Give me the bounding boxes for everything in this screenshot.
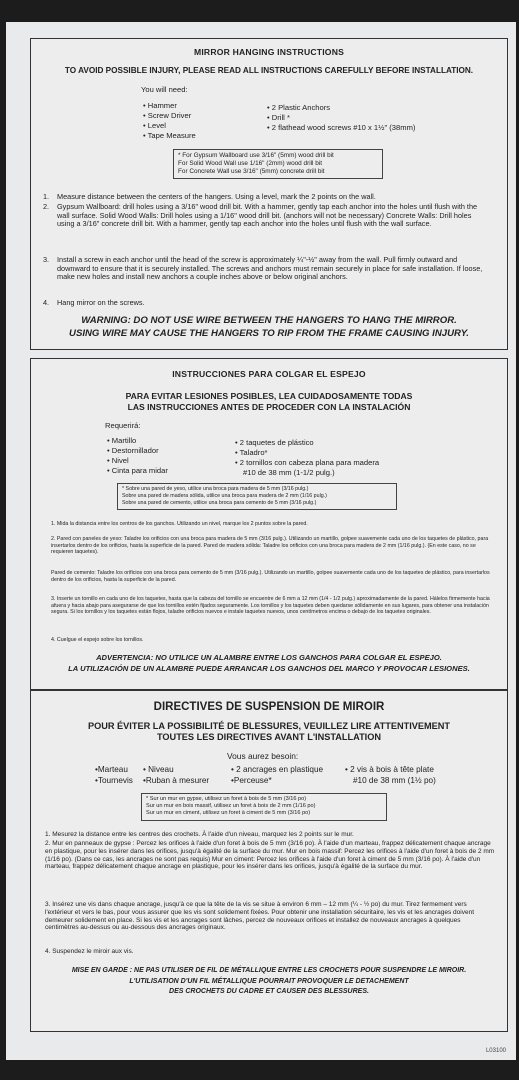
product-code: L03100 (485, 1048, 506, 1054)
instruction-sheet (6, 22, 516, 1060)
english-title: MIRROR HANGING INSTRUCTIONS (193, 47, 345, 57)
step-text: Install a screw in each anchor until the head of the screw is approximately ¼"-½" away from the wall. Pull firmly outward and downward to ensure that it is securely installed. The screws and anchors must remain securely in place for safe installation. If loose, make new holes and install new anchors a couple inches above or below original anchors. (57, 255, 483, 281)
note-line: * For Gypsum Wallboard use 3/16" (5mm) wood drill bit (178, 152, 334, 159)
drill-bit-note (117, 483, 397, 510)
note-line: For Concrete Wall use 3/16" (5mm) concrete drill bit (178, 168, 325, 175)
step-text: Gypsum Wallboard: drill holes using a 3/16" wood drill bit. With a hammer, gently tap each anchor into the holes until flush with the wall surface. Solid Wood Walls: Drill holes using a 1/16" wood drill bit. (anchors will not be necessary) Concrete Walls: Drill holes using a 3/16" concrete drill bit. With a hammer, gently tap each anchor into the holes until flush with the wall surface. (57, 202, 478, 228)
note-line: Sobre una pared de cemento, utilice una broca para cemento de 5 mm (3/16 pulg.) (122, 500, 317, 506)
step-2: 2. Mur en panneaux de gypse : Percez les orifices à l'aide d'un foret à bois de 5 mm (3/16 po). À l'aide d'un marteau, frappez délicatement chaque ancrage en plastique, pour les insérer dans les orifices, jusqu'à égalité de la surface du mur. Mur en bois massif: Percez les orifices à l'aide d'un foret à bois de 2 mm (1/16 po). (Dans ce cas, les ancrages ne sont pas requis) Mur en ciment: Percez les orifices à l'aide d'un foret à ciment de 5 mm (3/16 po). À l'aide d'un marteau, frappez délicatement chaque ancrage en plastique, pour les insérer dans les orifices, jusqu'à égalité de la surface du mur. (45, 840, 495, 871)
step-number: 2. (43, 202, 50, 211)
spanish-subtitle: PARA EVITAR LESIONES POSIBLES, LEA CUIDADOSAMENTE TODAS (125, 391, 413, 401)
note-line: Sur un mur en bois massif, utilisez un foret à bois de 2 mm (1/16 po) (146, 803, 316, 810)
drill-bit-note (141, 793, 387, 821)
step-number: 3. (43, 255, 50, 264)
english-panel (30, 38, 508, 350)
step-1 (43, 192, 487, 202)
tool-item: • 2 Plastic Anchors (267, 103, 331, 112)
step-number: 1. (43, 192, 50, 201)
tool-item: #10 de 38 mm (1½ po) (353, 776, 436, 785)
english-need-label: You will need: (141, 85, 188, 94)
english-warning: USING WIRE MAY CAUSE THE HANGERS TO RIP FROM THE FRAME CAUSING INJURY. (69, 328, 469, 339)
spanish-panel (30, 358, 508, 690)
french-subtitle: TOUTES LES DIRECTIVES AVANT L'INSTALLATION (156, 732, 382, 742)
tool-item: • Destornillador (107, 446, 159, 455)
french-warning: L'UTILISATION D'UN FIL MÉTALLIQUE POURRAIT PROVOQUER LE DETACHEMENT (129, 978, 409, 985)
step-3: 3. Inserte un tornillo en cada uno de los taquetes, hasta que la cabeza del tornillo se encuentre de 6 mm a 12 mm (1/4 - 1/2 pulg.) aproximadamente de la pared. Hálelos firmemente hacia afuera y hacia abajo para asegurarse de que los tornillos estén fijados seguramente. Los tornillos y los taquetes deben quedarse sólidamente en sus lugares, para obtener una instalación segura. Si los tornillos y los taquetes están flojos, taladre orificios nuevos e instale taquetes nuevos, unos centímetros encima o debajo de los taquetes originales. (51, 596, 490, 616)
note-line: Sobre una pared de madera sólida, utilice una broca para madera de 2 mm (1/16 pulg.) (122, 493, 327, 499)
tool-item: • 2 flathead wood screws #10 x 1½" (38mm) (267, 123, 416, 132)
spanish-need-label: Requerirá: (105, 421, 141, 430)
tool-item: • 2 vis à bois à tête plate (345, 765, 434, 774)
step-text: Measure distance between the centers of the hangers. Using a level, mark the 2 points on the wall. (57, 192, 376, 201)
tool-item: •Perceuse* (231, 776, 272, 785)
step-2 (43, 202, 487, 229)
tool-item: • Martillo (107, 436, 137, 445)
step-1: 1. Mesurez la distance entre les centres des crochets. À l'aide d'un niveau, marquez les 2 points sur le mur. (45, 831, 354, 838)
english-warning: WARNING: DO NOT USE WIRE BETWEEN THE HANGERS TO HANG THE MIRROR. (81, 315, 457, 326)
french-panel (30, 690, 508, 1032)
step-2: 2. Pared con paneles de yeso: Taladre los orificios con una broca para madera de 5 mm (3/16 pulg.). Utilizando un martillo, golpee suavemente cada uno de los taquetes de plástico, para insertarlos dentro de los orificios, hasta la superficie de la pared. Pared de madera sólida: Taladre los orificios con una broca para madera de 2 mm (1/16 pulg.). (En este caso, no se requieren taquetes). (51, 536, 489, 556)
french-warning: MISE EN GARDE : NE PAS UTILISER DE FIL DE MÉTALLIQUE ENTRE LES CROCHETS POUR SUSPENDRE LE MIROIR. (71, 967, 467, 974)
note-line: * Sobre una pared de yeso, utilice una broca para madera de 5 mm (3/16 pulg.) (122, 486, 309, 492)
tool-item: •Ruban à mesurer (143, 776, 210, 785)
spanish-warning: ADVERTENCIA: NO UTILICE UN ALAMBRE ENTRE LOS GANCHOS PARA COLGAR EL ESPEJO. (96, 653, 442, 662)
english-subtitle: TO AVOID POSSIBLE INJURY, PLEASE READ ALL INSTRUCTIONS CAREFULLY BEFORE INSTALLATION. (64, 66, 474, 75)
spanish-title: INSTRUCCIONES PARA COLGAR EL ESPEJO (172, 369, 366, 379)
french-warning: DES CROCHETS DU CADRE ET CAUSER DES BLESSURES. (169, 988, 369, 995)
tool-item: • 2 tornillos con cabeza plana para madera (235, 458, 380, 467)
step-4 (43, 298, 487, 308)
tool-item: • Niveau (143, 765, 174, 774)
tool-item: • 2 ancrages en plastique (231, 765, 324, 774)
french-need-label: Vous aurez besoin: (227, 751, 299, 761)
drill-bit-note (173, 149, 383, 179)
step-3: 3. Insérez une vis dans chaque ancrage, jusqu'à ce que la tête de la vis se situe à environ 6 mm – 12 mm (¼ - ½ po) du mur. Tirez fermement vers l'extérieur et vers le bas, pour vous assurer que les vis sont solidement fixées. Pour obtenir une installation sécuritaire, les vis et les ancrages doivent demeurer solidement en place. Si les vis et les ancrages sont lâches, percez de nouveaux orifices et installez de nouveaux ancrages à quelques centimètres au-dessus ou au-dessous des ancrages originaux. (45, 901, 475, 932)
tool-item: • Tape Measure (143, 131, 196, 140)
step-4: 4. Cuelgue el espejo sobre los tornillos. (51, 637, 144, 643)
tool-item: • Level (143, 121, 166, 130)
spanish-warning: LA UTILIZACIÓN DE UN ALAMBRE PUEDE ARRANCAR LOS GANCHOS DEL MARCO Y PROVOCAR LESIONES. (68, 664, 470, 673)
step-1: 1. Mida la distancia entre los centros de los ganchos. Utilizando un nivel, marque los 2 puntos sobre la pared. (51, 521, 308, 527)
tool-item: • Nivel (107, 456, 129, 465)
tool-item: • Cinta para midar (107, 466, 168, 475)
note-line: Sur un mur en ciment, utilisez un foret à ciment de 5 mm (3/16 po) (146, 810, 311, 817)
note-line: For Solid Wood Wall use 1/16" (2mm) wood drill bit (178, 160, 322, 167)
step-number: 4. (43, 298, 50, 307)
tool-item: • Hammer (143, 101, 177, 110)
tool-item: #10 de 38 mm (1-1/2 pulg.) (243, 468, 335, 477)
tool-item: • Screw Driver (143, 111, 192, 120)
note-line: * Sur un mur en gypse, utilisez un foret à bois de 5 mm (3/16 po) (146, 796, 307, 802)
step-4: 4. Suspendez le miroir aux vis. (45, 948, 134, 955)
step-text: Hang mirror on the screws. (57, 298, 145, 307)
tool-item: •Tournevis (95, 776, 133, 785)
spanish-subtitle: LAS INSTRUCCIONES ANTES DE PROCEDER CON LA INSTALACIÓN (127, 402, 411, 412)
tool-item: • Taladro* (235, 448, 268, 457)
french-title: DIRECTIVES DE SUSPENSION DE MIROIR (153, 701, 385, 713)
step-3 (43, 255, 487, 282)
french-subtitle: POUR ÉVITER LA POSSIBILITÉ DE BLESSURES, VEUILLEZ LIRE ATTENTIVEMENT (87, 721, 451, 731)
step-2-concrete: Pared de cemento: Taladre los orificios con una broca para cemento de 5 mm (3/16 pulg.). Utilizando un martillo, golpee suavemente cada uno de los taquetes de plástico, para insertarlos dentro de los orificios, hasta la superficie de la pared. (51, 570, 490, 583)
tool-item: •Marteau (95, 765, 128, 774)
tool-item: • 2 taquetes de plástico (235, 438, 314, 447)
tool-item: • Drill * (267, 113, 290, 122)
